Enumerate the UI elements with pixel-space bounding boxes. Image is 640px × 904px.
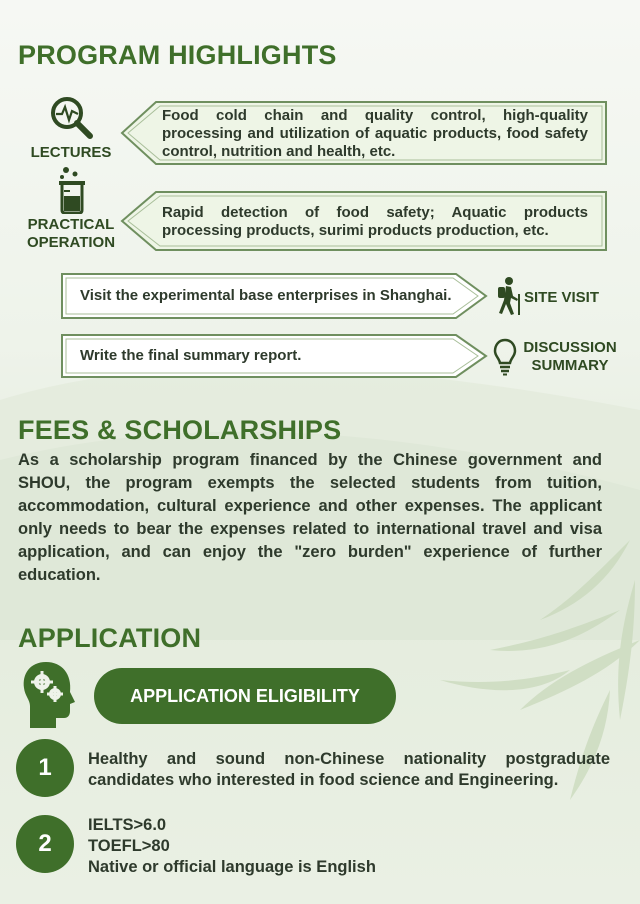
- program-highlights-title: PROGRAM HIGHLIGHTS: [18, 40, 337, 70]
- fees-title: FEES & SCHOLARSHIPS: [18, 415, 342, 445]
- lectures-text: Food cold chain and quality control, high-quality processing and utilization of aquatic products, food safety control, nutrition and health, etc.: [162, 107, 588, 160]
- discussion-label-line1: DISCUSSION: [523, 339, 617, 356]
- lectures-label: LECTURES: [30, 144, 112, 161]
- head-gears-icon: [20, 660, 78, 730]
- application-title: APPLICATION: [18, 623, 202, 653]
- requirement-line: Native or official language is English: [88, 858, 376, 876]
- requirement-line: IELTS>6.0: [88, 816, 167, 834]
- requirement-line: TOEFL>80: [88, 837, 170, 855]
- requirement-number: 1: [16, 739, 74, 797]
- discussion-callout: [60, 333, 488, 379]
- site-visit-callout: [60, 272, 488, 320]
- practical-label-line2: OPERATION: [26, 234, 116, 251]
- practical-label-line1: PRACTICAL: [27, 216, 115, 233]
- practical-text: Rapid detection of food safety; Aquatic products processing products, surimi products production, etc.: [162, 204, 588, 239]
- application-eligibility-banner: APPLICATION ELIGIBILITY: [94, 668, 396, 724]
- practical-callout: [120, 190, 608, 252]
- beaker-icon: [54, 166, 90, 214]
- lectures-callout: [120, 100, 608, 166]
- discussion-text: Write the final summary report.: [80, 347, 302, 364]
- hiker-icon: [492, 276, 522, 316]
- site-visit-text: Visit the experimental base enterprises in Shanghai.: [80, 287, 452, 304]
- lightbulb-icon: [493, 338, 517, 376]
- fees-body: As a scholarship program financed by the Chinese government and SHOU, the program exempts the selected students from tuition, accommodation, cultural experience and other expenses. The applicant only needs to bear the expenses related to international travel and visa application, and can enjoy the "zero burden" experience of further education.: [18, 451, 602, 584]
- requirement-text: Healthy and sound non-Chinese nationality postgraduate candidates who interested in food science and Engineering.: [88, 750, 610, 789]
- requirement-number: 2: [16, 815, 74, 873]
- discussion-label-line2: SUMMARY: [531, 357, 609, 374]
- site-visit-label: SITE VISIT: [524, 289, 600, 306]
- magnifier-pulse-icon: [48, 94, 94, 140]
